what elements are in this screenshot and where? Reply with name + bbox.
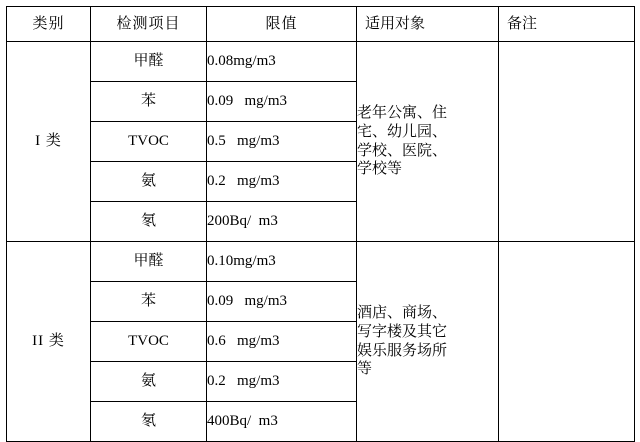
applicable-target-cell-group-1 [357,42,499,242]
limit-value-cell: 0.6 mg/m3 [207,322,357,362]
target-line: 学校、医院、 [357,142,448,159]
target-line: 宅、幼儿园、 [357,123,448,140]
test-item-cell: 甲醛 [91,42,207,82]
category-cell-group-2: II 类 [7,242,91,442]
category-cell-group-1: I 类 [7,42,91,242]
target-line: 娱乐服务场所 [357,342,448,359]
test-item-cell: 苯 [91,82,207,122]
limit-value-cell: 0.10mg/m3 [207,242,357,282]
test-item-cell: 氡 [91,202,207,242]
test-item-cell: 甲醛 [91,242,207,282]
test-item-cell: 氨 [91,162,207,202]
target-line: 老年公寓、住 [357,105,448,121]
test-item-cell: 氡 [91,402,207,442]
limit-value-cell: 0.5 mg/m3 [207,122,357,162]
table-row [7,242,635,282]
test-item-cell: 氨 [91,362,207,402]
target-line: 写字楼及其它 [357,323,448,340]
target-line: 学校等 [357,161,403,178]
limit-value-cell: 0.09 mg/m3 [207,82,357,122]
limit-value-cell: 400Bq/ m3 [207,402,357,442]
column-header-test-item: 检测项目 [91,7,207,42]
table-row [7,42,635,82]
target-line: 酒店、商场、 [357,305,448,321]
applicable-target-cell-group-2 [357,242,499,442]
test-item-cell: 苯 [91,282,207,322]
test-item-cell: TVOC [91,122,207,162]
remark-cell-group-2 [499,242,635,442]
limit-value-cell: 0.2 mg/m3 [207,362,357,402]
test-item-cell: TVOC [91,322,207,362]
limit-value-cell: 0.2 mg/m3 [207,162,357,202]
table-header-row [7,7,635,42]
column-header-remark: 备注 [499,7,635,42]
indoor-air-quality-limits-table [6,6,635,442]
limit-value-cell: 0.08mg/m3 [207,42,357,82]
limit-value-cell: 0.09 mg/m3 [207,282,357,322]
column-header-applicable-target: 适用对象 [357,7,499,42]
remark-cell-group-1 [499,42,635,242]
table-body [7,42,635,442]
table-header [7,7,635,42]
column-header-category: 类别 [7,7,91,42]
limit-value-cell: 200Bq/ m3 [207,202,357,242]
column-header-limit-value: 限值 [207,7,357,42]
target-line: 等 [357,361,373,378]
